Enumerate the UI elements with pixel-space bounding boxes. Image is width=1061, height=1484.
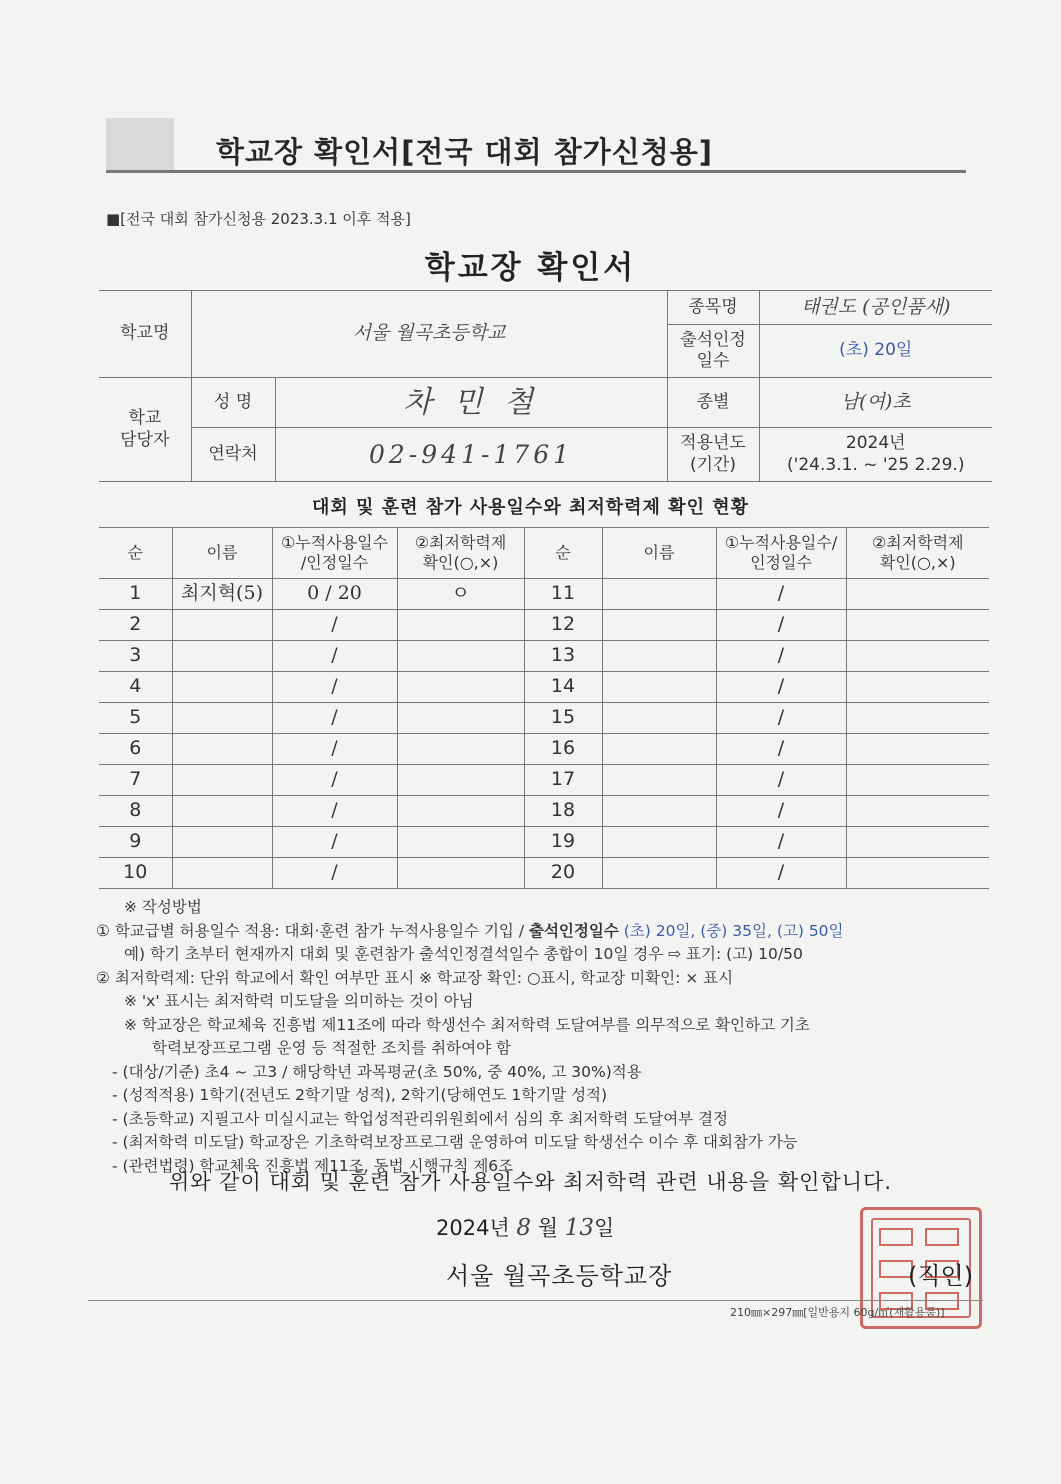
sport-label: 종목명 (667, 291, 759, 325)
row-days: / (272, 765, 397, 796)
row-check (846, 734, 989, 765)
row-seq: 4 (99, 672, 172, 703)
confirmation-statement: 위와 같이 대회 및 훈련 참가 사용일수와 최저학력 관련 내용을 확인합니다. (168, 1170, 892, 1194)
seal-glyph (879, 1228, 913, 1246)
row-days: / (272, 672, 397, 703)
days-label: 출석인정 일수 (667, 325, 759, 378)
application-note: ■[전국 대회 참가신청용 2023.3.1 이후 적용] (106, 210, 411, 228)
row-days: / (716, 827, 846, 858)
row-check (397, 796, 524, 827)
row-seq: 9 (99, 827, 172, 858)
row-name: 최지혁(5) (172, 579, 272, 610)
row-check (397, 827, 524, 858)
note-1-b: 출석인정일수 (528, 921, 619, 940)
row-days: / (272, 858, 397, 889)
detail-1: - (대상/기준) 초4 ~ 고3 / 해당학년 과목평균(초 50%, 중 40%, 고 30%)적용 (112, 1062, 642, 1081)
gender-label: 종별 (667, 378, 759, 428)
row-name (172, 796, 272, 827)
row-days: 0 / 20 (272, 579, 397, 610)
note-1-a: ① 학교급별 허용일수 적용: 대회·훈련 참가 누적사용일수 기입 / (96, 921, 529, 940)
header-seq-2: 순 (524, 528, 602, 579)
row-check (397, 641, 524, 672)
table-row (99, 858, 989, 889)
row-seq: 15 (524, 703, 602, 734)
table-row (99, 703, 989, 734)
header-check-2: ②최저학력제 확인(○,×) (846, 528, 989, 579)
status-table (99, 527, 989, 889)
detail-5: - (관련법령) 학교체육 진흥법 제11조, 동법 시행규칙 제6조 (112, 1156, 514, 1175)
row-name (602, 765, 716, 796)
date-month: 8 (516, 1215, 532, 1241)
days-value: (초) 20일 (759, 325, 992, 378)
row-days: / (272, 641, 397, 672)
row-check (397, 858, 524, 889)
row-days: / (716, 796, 846, 827)
row-seq: 17 (524, 765, 602, 796)
row-days: / (716, 610, 846, 641)
detail-4: - (최저학력 미도달) 학교장은 기초학력보장프로그램 운영하여 미도달 학생선수 이수 후 대회참가 가능 (112, 1133, 798, 1151)
header-name-2: 이름 (602, 528, 716, 579)
notes-title: ※ 작성방법 (124, 898, 202, 916)
row-seq: 3 (99, 641, 172, 672)
contact-label: 연락처 (191, 428, 275, 482)
row-days: / (716, 858, 846, 889)
row-name (172, 858, 272, 889)
row-seq: 10 (99, 858, 172, 889)
row-seq: 11 (524, 579, 602, 610)
seal-label: (직인) (908, 1262, 974, 1290)
detail-3: - (초등학교) 지필고사 미실시교는 학업성적관리위원회에서 심의 후 최저학력 도달여부 결정 (112, 1109, 729, 1128)
row-days: / (272, 703, 397, 734)
row-check (846, 796, 989, 827)
table-row (99, 734, 989, 765)
row-seq: 14 (524, 672, 602, 703)
row-days: / (716, 765, 846, 796)
paper-spec: 210㎜×297㎜[일반용지 60g/㎡(재활용품)] (730, 1306, 945, 1319)
row-days: / (716, 703, 846, 734)
row-check (846, 827, 989, 858)
header-title: 학교장 확인서[전국 대회 참가신청용] (216, 135, 714, 169)
info-table (99, 290, 992, 482)
row-check (397, 703, 524, 734)
detail-2: - (성적적용) 1학기(전년도 2학기말 성적), 2학기(당해연도 1학기말 성적) (112, 1086, 608, 1104)
date-day-unit: 일 (594, 1216, 615, 1240)
row-days: / (272, 734, 397, 765)
status-table-body (99, 579, 989, 889)
gender-value: 남(여)초 (759, 378, 992, 428)
row-name (602, 796, 716, 827)
row-check (397, 765, 524, 796)
table-row (99, 579, 989, 610)
row-name (172, 672, 272, 703)
row-seq: 6 (99, 734, 172, 765)
year-label: 적용년도 (기간) (667, 428, 759, 482)
note-1-c: (초) 20일, (중) 35일, (고) 50일 (618, 921, 844, 940)
year-cell (759, 428, 992, 482)
row-seq: 20 (524, 858, 602, 889)
row-check (397, 672, 524, 703)
row-name (602, 734, 716, 765)
note-1-example: 예) 학기 초부터 현재까지 대회 및 훈련참가 출석인정결석일수 총합이 10일 경우 ⇨ 표기: (고) 10/50 (124, 945, 803, 963)
row-days: / (716, 641, 846, 672)
row-name (172, 827, 272, 858)
row-name (602, 672, 716, 703)
row-seq: 13 (524, 641, 602, 672)
row-check (846, 765, 989, 796)
row-days: / (716, 579, 846, 610)
row-seq: 19 (524, 827, 602, 858)
header-days-2: ①누적사용일수/ 인정일수 (716, 528, 846, 579)
row-name (172, 734, 272, 765)
date-month-unit: 월 (537, 1216, 559, 1240)
signature-date (436, 1212, 614, 1242)
main-title: 학교장 확인서 (424, 250, 637, 286)
header-shade-box (106, 118, 174, 172)
row-check (846, 641, 989, 672)
note-1 (96, 920, 996, 944)
note-2: ② 최저학력제: 단위 학교에서 확인 여부만 표시 ※ 학교장 확인: ○표시, 학교장 미확인: × 표시 (96, 968, 734, 987)
header-seq-1: 순 (99, 528, 172, 579)
table-row (99, 827, 989, 858)
row-days: / (272, 827, 397, 858)
row-name (602, 703, 716, 734)
section-title: 대회 및 훈련 참가 사용일수와 최저학력제 확인 현황 (311, 497, 749, 518)
row-name (602, 858, 716, 889)
row-seq: 7 (99, 765, 172, 796)
row-check (846, 579, 989, 610)
row-check (846, 610, 989, 641)
row-seq: 16 (524, 734, 602, 765)
principal-name: 서울 월곡초등학교장 (446, 1262, 673, 1290)
table-row (99, 765, 989, 796)
table-row (99, 672, 989, 703)
school-label: 학교명 (99, 291, 191, 378)
header-days-1: ①누적사용일수 /인정일수 (272, 528, 397, 579)
seal-glyph (925, 1228, 959, 1246)
name-label: 성 명 (191, 378, 275, 428)
row-name (172, 610, 272, 641)
staff-label: 학교 담당자 (99, 378, 191, 482)
row-seq: 18 (524, 796, 602, 827)
table-row (99, 610, 989, 641)
row-check: ㅇ (397, 579, 524, 610)
period-value: ('24.3.1. ~ '25 2.29.) (787, 454, 965, 475)
row-days: / (716, 734, 846, 765)
row-seq: 12 (524, 610, 602, 641)
date-year: 2024년 (436, 1216, 510, 1240)
table-row (99, 796, 989, 827)
row-name (172, 765, 272, 796)
row-check (397, 610, 524, 641)
row-check (397, 734, 524, 765)
note-2-b2: 학력보장프로그램 운영 등 적절한 조치를 취하여야 함 (152, 1039, 511, 1057)
writing-instructions (96, 896, 996, 1178)
footer-rule (88, 1300, 983, 1301)
row-days: / (716, 672, 846, 703)
row-check (846, 858, 989, 889)
row-name (172, 641, 272, 672)
status-table-header (99, 528, 989, 579)
year-value: 2024년 (845, 433, 906, 454)
name-value: 차 민 철 (275, 378, 667, 428)
header-rule (106, 170, 966, 173)
note-2-a: ※ 'x' 표시는 최저학력 미도달을 의미하는 것이 아님 (124, 992, 474, 1010)
row-name (602, 827, 716, 858)
row-days: / (272, 610, 397, 641)
row-seq: 5 (99, 703, 172, 734)
row-check (846, 703, 989, 734)
row-seq: 1 (99, 579, 172, 610)
school-value: 서울 월곡초등학교 (191, 291, 667, 378)
row-seq: 8 (99, 796, 172, 827)
date-day: 13 (564, 1215, 595, 1241)
row-name (172, 703, 272, 734)
sport-value: 태권도 (공인품새) (759, 291, 992, 325)
header-name-1: 이름 (172, 528, 272, 579)
row-name (602, 641, 716, 672)
note-2-b1: ※ 학교장은 학교체육 진흥법 제11조에 따라 학생선수 최저학력 도달여부를 의무적으로 확인하고 기초 (124, 1015, 810, 1034)
row-name (602, 610, 716, 641)
row-seq: 2 (99, 610, 172, 641)
row-days: / (272, 796, 397, 827)
table-row (99, 641, 989, 672)
contact-value: 02-941-1761 (275, 428, 667, 482)
row-check (846, 672, 989, 703)
row-name (602, 579, 716, 610)
header-check-1: ②최저학력제 확인(○,×) (397, 528, 524, 579)
